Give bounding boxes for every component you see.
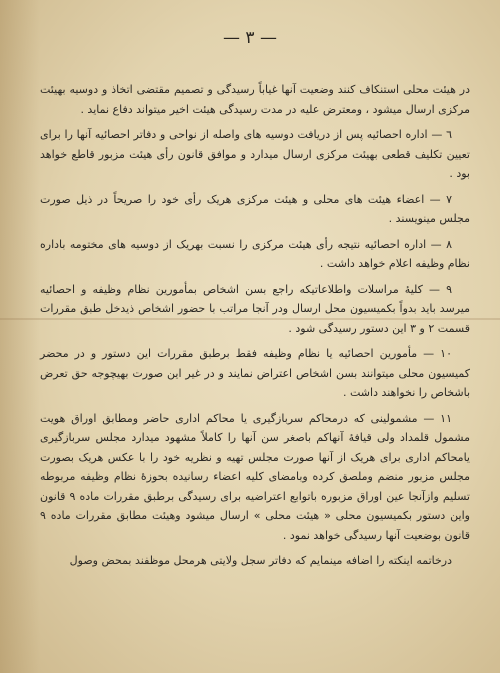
paragraph-item-7: ٧ — اعضاء هیئت های محلی و هیئت مرکزی هریک رأی خود را صریحاً در ذیل صورت مجلس مینویسند . <box>40 192 470 225</box>
paragraph-item-6: ٦ — اداره احصائیه پس از دریافت دوسیه های واصله از نواحی و دفاتر احصائیه آنها را برای تعیین تکلیف قطعی بهیئت مرکزی ارسال میدارد و موافق قانون رأی هیئت مزبور قاطع خواهد بود . <box>40 128 470 180</box>
closing-paragraph: درخاتمه اینکته را اضافه مینمایم که دفاتر سجل ولایتی هرمحل موظفند بمحض وصول <box>69 554 452 567</box>
paragraph-item-10: ١٠ — مأمورین احصائیه یا نظام وظیفه فقط برطبق مقررات این دستور و در محضر کمیسیون محلی میتوانند بسن اشخاص اعتراض نمایند و در غیر این صورت بهیچوجه حق تعرض باشخاص را نخواهند داشت . <box>40 347 470 399</box>
paragraph-continuation: در هیئت محلی استنکاف کنند وضعیت آنها غیاباً رسیدگی و تصمیم مقتضی اتخاذ و دوسیه بهیئت مرکزی ارسال میشود ، ومعترض علیه در مدت رسیدگی هیئت اخیر میتواند دفاع نماید . <box>40 83 470 116</box>
paper-edge-stain <box>0 0 40 673</box>
page-number: — ٣ — <box>223 28 277 48</box>
paragraph-item-8: ٨ — اداره احصائیه نتیجه رأی هیئت مرکزی را نسبت بهریک از دوسیه های مختومه باداره نظام وظیفه اعلام خواهد داشت . <box>40 237 470 270</box>
paragraph-item-11: ١١ — مشمولینی که درمحاکم سربازگیری یا محاکم اداری حاضر ومطابق اوراق هویت مشمول قلمداد ولی قیافهٔ آنهاکم باصغر سن آنها را کاملاً مشهود میدارد مجلس سربازگیری یامحاکم اداری برای هریک از آنها صورت مجلس تهیه و نظریه خود را با عکس هریک بصورت مجلس مزبور منضم وملصق کرده وبامضای کلیه اعضاء رسانیده بحوزهٔ نظام وظیفه مربوطه تسلیم وازآنجا عین اوراق مزبوره باتوابع اعتراضیه برای رسیدگی برطبق مقررات ماده ۹ قانون واین دستور بکمیسیون محلی « هیئت محلی » ارسال میشود وهیئت مطابق مقررات ماده ۹ قانون بوضعیت آنها رسیدگی خواهد نمود . <box>40 411 470 542</box>
paragraph-item-9: ٩ — کلیهٔ مراسلات واطلاعاتیکه راجع بسن اشخاص بمأمورین نظام وظیفه و احصائیه میرسد باید بدواً بکمیسیون محل ارسال ودر آنجا مراتب با حضور اشخاص ذیدخل طبق مقررات قسمت ۲ و ۳ این دستور رسیدگی شود . <box>40 282 470 335</box>
document-body <box>40 80 470 577</box>
